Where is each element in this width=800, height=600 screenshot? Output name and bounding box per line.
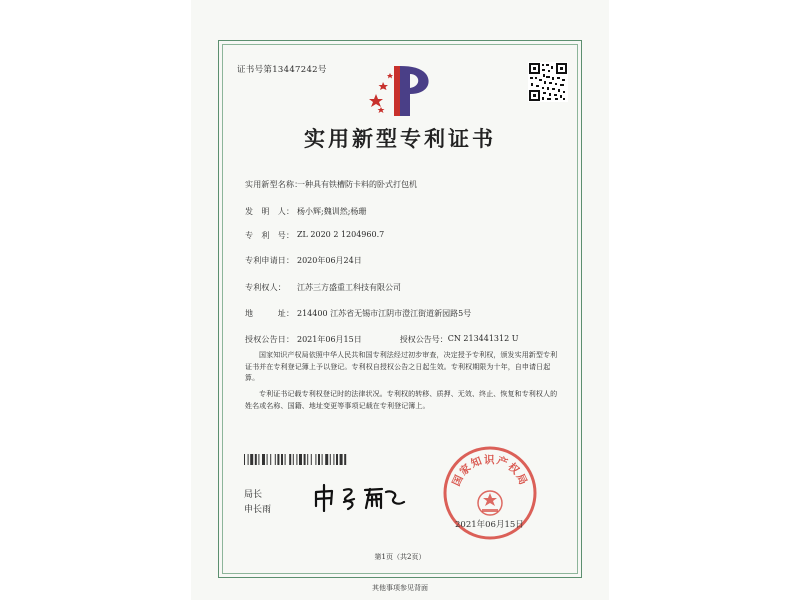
patent-office-emblem-icon (366, 64, 436, 118)
field-label: 专利权人： (245, 283, 286, 292)
barcode-bar (275, 454, 276, 465)
barcode-bar (322, 454, 323, 465)
barcode-bar (296, 454, 297, 465)
barcode-bar (277, 454, 279, 465)
barcode-bar (344, 454, 346, 465)
barcode-bar (258, 454, 259, 465)
director-title: 局长 (244, 490, 263, 500)
field-label: 地 址： (245, 309, 295, 318)
barcode-bar (336, 454, 338, 465)
field-value: ZL 2020 2 1204960.7 (297, 230, 385, 239)
field-value: 一种具有铁槽防卡料的卧式打包机 (297, 180, 417, 189)
grant-number-label: 授权公告号： (399, 335, 448, 344)
certificate-title: 实用新型专利证书 (304, 126, 496, 151)
grant-date-label: 授权公告日： (245, 335, 295, 344)
certificate-number: 证书号第13447242号 (237, 65, 327, 75)
director-signature (310, 482, 410, 512)
qr-code-icon (528, 62, 568, 102)
barcode-bar (315, 454, 316, 465)
field-value: 2020年06月24日 (297, 256, 362, 265)
barcode-bar (299, 454, 302, 465)
barcode-bar (270, 454, 271, 465)
barcode-bar (281, 454, 283, 465)
field-label: 专 利 号： (245, 231, 295, 240)
barcode-bar (340, 454, 343, 465)
certificate-paragraph: 专利证书记载专利权登记时的法律状况。专利权的转移、质押、无效、终止、恢复和专利权人的姓名或名称、国籍、地址变更等事项记载在专利登记簿上。 (245, 390, 558, 410)
field-inventors (245, 206, 366, 217)
field-patentee (245, 282, 401, 293)
barcode-bar (267, 454, 268, 465)
field-label: 专利申请日： (245, 256, 295, 265)
grant-number-value: CN 213441312 U (447, 334, 519, 343)
barcode-bar (250, 454, 253, 465)
field-application-date (245, 255, 362, 266)
page-number: 第1页（共2页） (374, 553, 426, 561)
barcode-bar (318, 454, 320, 465)
footer-note: 其他事项参见背面 (372, 584, 428, 592)
barcode-bar (330, 454, 331, 465)
director-name: 申长雨 (244, 505, 272, 515)
barcode-bar (244, 454, 245, 465)
field-address (245, 308, 471, 319)
barcode-bar (325, 454, 328, 465)
barcode-bar (307, 454, 308, 465)
barcode-bar (333, 454, 334, 465)
certificate-paragraph: 国家知识产权局依照中华人民共和国专利法经过初步审查，决定授予专利权，颁发实用新型专利证书并在专利登记簿上予以登记。专利权自授权公告之日起生效。专利权期限为十年，自申请日起算。 (245, 351, 558, 382)
field-label: 实用新型名称： (245, 180, 303, 189)
field-label: 发 明 人： (245, 207, 295, 216)
field-patent-number (245, 230, 384, 241)
field-value: 214400 江苏省无锡市江阴市澄江街道新园路5号 (297, 309, 472, 318)
seal-text: 国家知识产权局 (450, 454, 530, 488)
barcode-bar (311, 454, 312, 465)
grant-date-value: 2021年06月15日 (297, 335, 362, 344)
barcode-bar (248, 454, 249, 465)
field-utility-model-name (245, 179, 417, 190)
barcode-bar (289, 454, 291, 465)
barcode-bar (255, 454, 257, 465)
field-value: 杨小辉;魏训然;杨珊 (297, 207, 367, 216)
seal-date: 2021年06月15日 (455, 520, 524, 530)
field-grant-info (245, 334, 518, 345)
field-value: 江苏三方盛重工科技有限公司 (297, 283, 401, 292)
barcode-bar (285, 454, 286, 465)
barcode-icon (244, 454, 409, 465)
barcode-bar (293, 454, 294, 465)
barcode-bar (262, 454, 265, 465)
barcode-bar (304, 454, 306, 465)
